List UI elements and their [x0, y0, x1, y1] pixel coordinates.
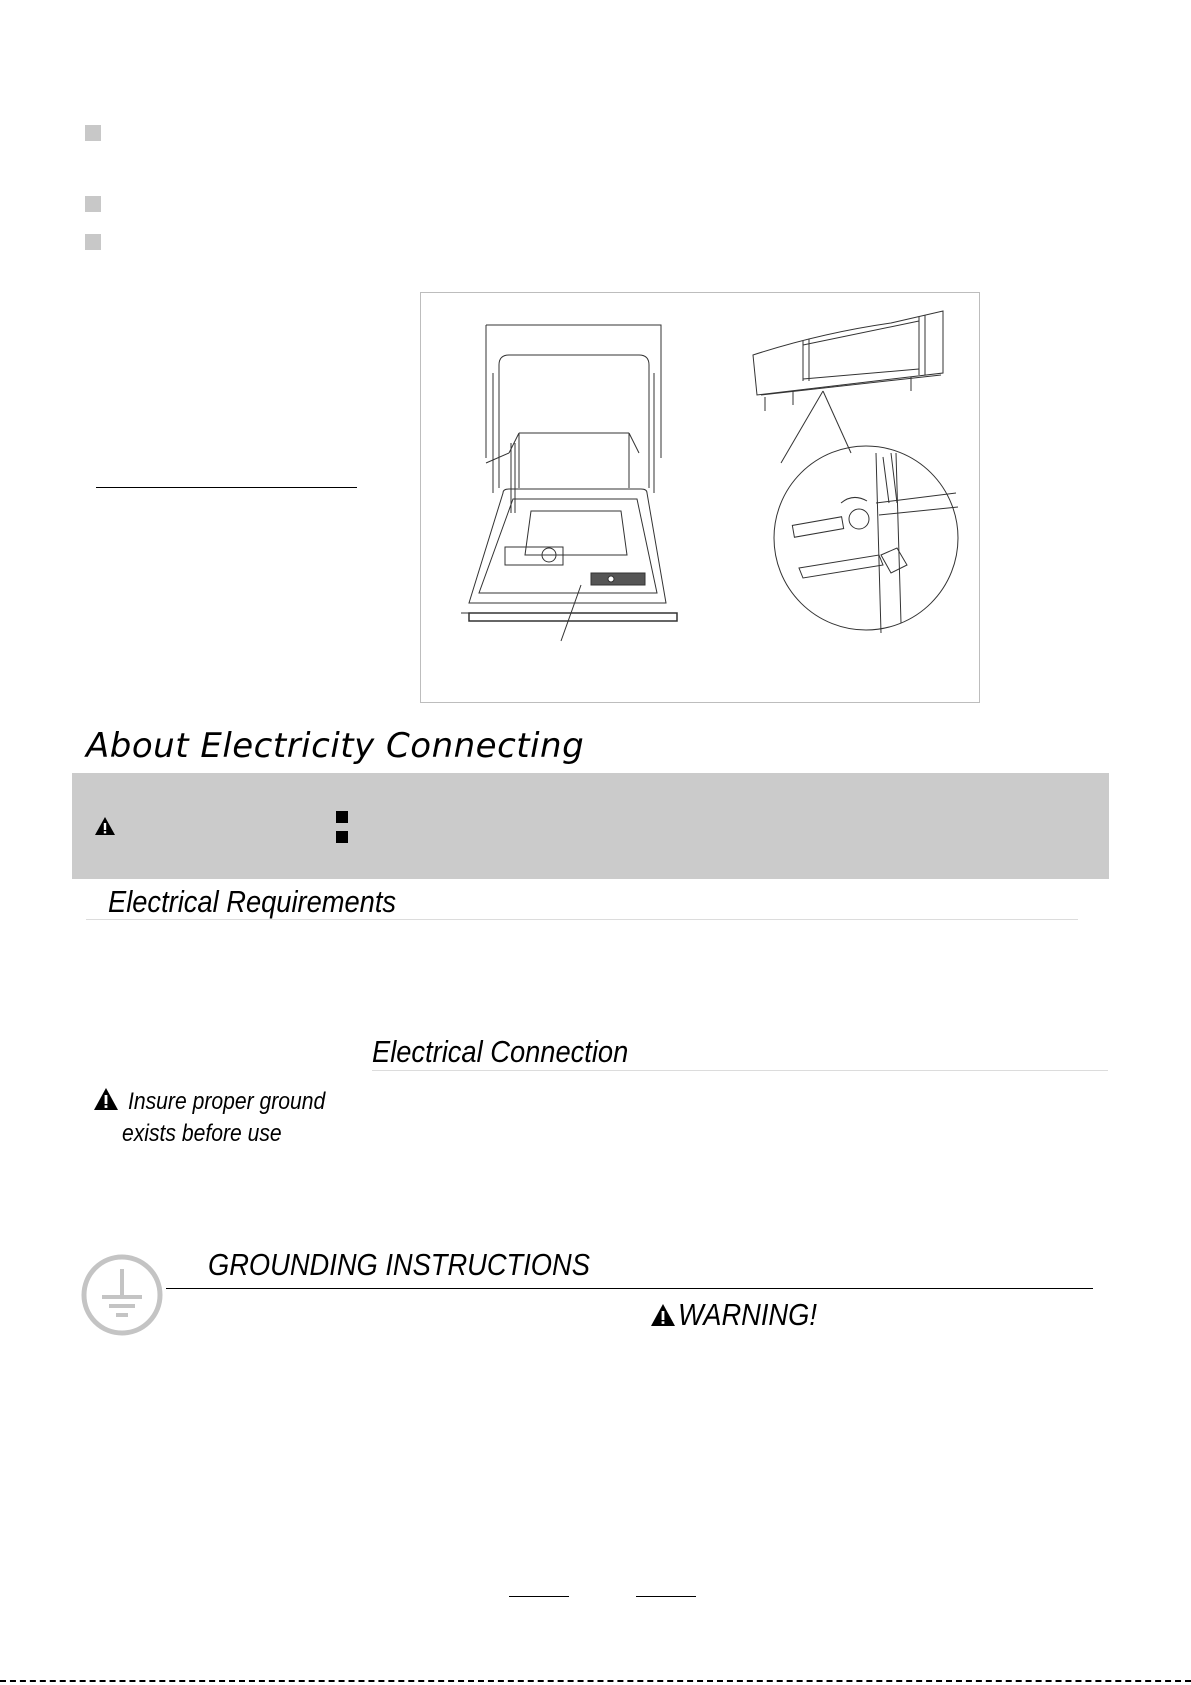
page-bottom-edge — [0, 1680, 1191, 1682]
banner-marker-bottom — [336, 831, 348, 843]
dishwasher-illustration — [421, 293, 981, 704]
subheading-electrical-connection: Electrical Connection — [372, 1034, 629, 1069]
list-bullet-3 — [85, 234, 101, 250]
requirements-rule — [86, 919, 1078, 920]
list-bullet-2 — [85, 196, 101, 212]
list-bullet-1 — [85, 125, 101, 141]
connection-rule — [372, 1070, 1108, 1071]
warning-icon — [93, 1087, 119, 1111]
footer-underline-right — [636, 1596, 696, 1597]
warning-icon — [650, 1303, 676, 1327]
ground-note-line-1: Insure proper ground — [128, 1088, 326, 1115]
warning-label: WARNING! — [678, 1297, 817, 1332]
warning-icon — [94, 816, 116, 836]
grounding-rule — [166, 1288, 1093, 1289]
subheading-electrical-requirements: Electrical Requirements — [108, 884, 397, 919]
subheading-grounding-instructions: GROUNDING INSTRUCTIONS — [208, 1247, 590, 1282]
detail-magnifier — [774, 446, 958, 630]
footer-underline-left — [509, 1596, 569, 1597]
section-title-about-electricity: About Electricity Connecting — [86, 726, 585, 766]
cabinet-outline — [486, 325, 661, 458]
caption-underline — [96, 487, 357, 488]
ground-symbol-icon — [80, 1253, 164, 1337]
ground-note-line-2: exists before use — [122, 1120, 282, 1147]
installation-figure — [420, 292, 980, 703]
warning-banner — [72, 773, 1109, 879]
banner-marker-top — [336, 811, 348, 823]
